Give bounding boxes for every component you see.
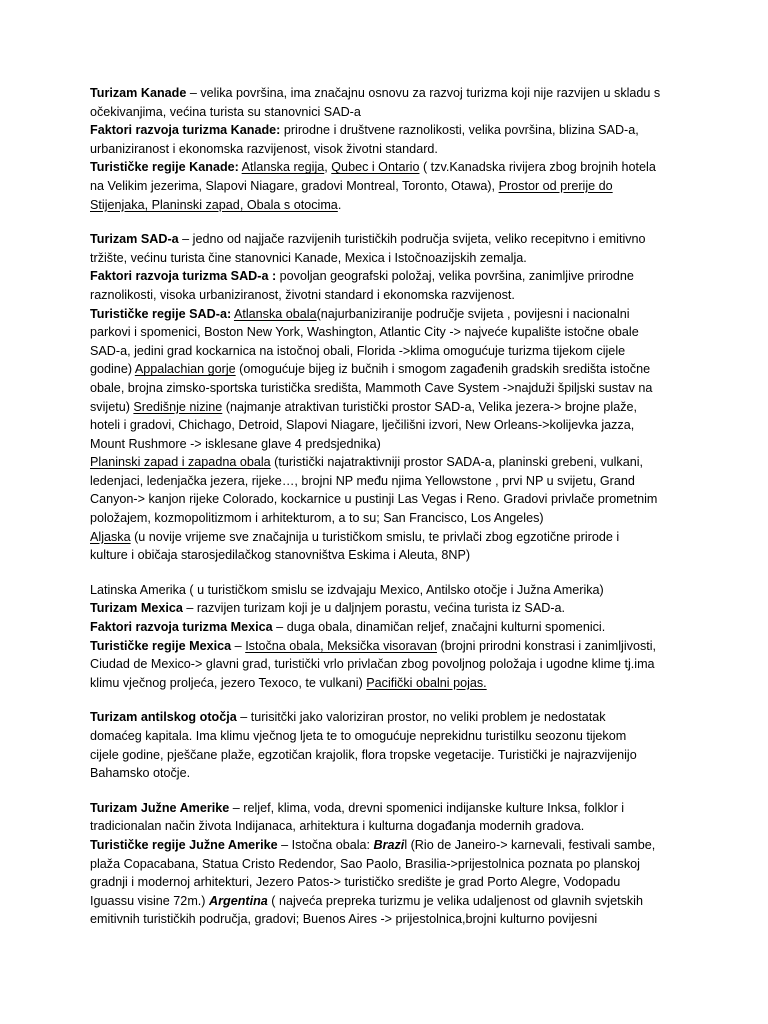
underlined-term: Središnje nizine xyxy=(133,399,223,414)
text-run: tradicionalan način života Indijanaca, arhitektura i kulturna događanja modernih gradova. xyxy=(90,819,585,834)
text-run: plaža Copacabana, Statua Cristo Redendor, Sao Paolo, Brasilia->prijestolnica poznata po planskoj xyxy=(90,856,640,871)
text-line xyxy=(90,764,682,783)
text-line xyxy=(90,230,682,249)
text-run: Latinska Amerika ( u turističkom smislu se izdvajaju Mexico, Antilsko otočje i Južna Amerika) xyxy=(90,582,604,597)
text-run: – jedno od najjače razvijenih turističkih područja svijeta, veliko recepitvno i emitivno xyxy=(178,232,646,247)
text-line xyxy=(90,196,682,215)
underlined-term: Qubec i Ontario xyxy=(331,160,420,175)
text-run: – Istočna obala: xyxy=(277,837,374,852)
text-run: tržište, većinu turista čine stanovnici Kanade, Mexica i Istočnoazijskih zemalja. xyxy=(90,250,527,265)
text-line xyxy=(90,323,682,342)
text-line xyxy=(90,398,682,417)
paragraph xyxy=(90,84,682,214)
text-line xyxy=(90,267,682,286)
text-line xyxy=(90,453,682,472)
bold-heading-text: Turizam Kanade xyxy=(90,86,187,100)
underlined-term: Stijenjaka, Planinski zapad, Obala s otocima xyxy=(90,197,338,212)
text-run: (omogućuje bijeg iz bučnih i smogom zagađenih gradskih središta istočne xyxy=(235,362,651,377)
bold-heading-text: Faktori razvoja turizma Mexica xyxy=(90,620,273,635)
text-run: , xyxy=(324,160,332,175)
text-line xyxy=(90,817,682,836)
bold-heading-text: Turizam SAD-a xyxy=(90,232,179,247)
text-line xyxy=(90,674,682,693)
text-line xyxy=(90,873,682,892)
text-run: Mount Rushmore -> isklesane glave 4 predsjednika) xyxy=(90,436,381,451)
text-line xyxy=(90,286,682,305)
text-line xyxy=(90,416,682,435)
text-line xyxy=(90,121,682,140)
underlined-term: Prostor od prerije do xyxy=(498,178,613,193)
text-run: Canyon-> kanjon rijeke Colorado, kockarnice u pustinji Las Vegas i Reno. Gradovi privlače prometnim xyxy=(90,492,658,507)
text-line xyxy=(90,910,682,929)
text-run: Bahamsko otočje. xyxy=(90,766,191,781)
text-run: hoteli i gradovi, Chichago, Detroid, Slapovi Niagare, lječilišni izvori, New Orleans->kolijevka jazza, xyxy=(90,418,635,433)
text-line xyxy=(90,855,682,874)
text-run: – reljef, klima, voda, drevni spomenici indijanske kulture Inksa, folklor i xyxy=(229,800,625,815)
text-run: (najmanje atraktivan turistički prostor SAD-a, Velika jezera-> brojne plaže, xyxy=(222,399,638,414)
paragraph xyxy=(90,708,682,782)
text-line xyxy=(90,360,682,379)
bold-heading-text: Faktori razvoja turizma Kanade: xyxy=(90,123,281,138)
bold-heading-text: Turizam antilskog otočja xyxy=(90,710,237,725)
text-run: cijele godine, pješčane plaže, egzotičan krajolik, flora tropske vegetacije. Turistički je najrazvijenijo xyxy=(90,747,637,762)
text-run: urbaniziranost i ekonomska razvijenost, visok životni standard. xyxy=(90,141,438,156)
text-line xyxy=(90,618,682,637)
text-run: očekivanjima, većina turista su stanovnici SAD-a xyxy=(90,104,361,119)
bold-heading-text: Turizam Južne Amerike xyxy=(90,800,230,815)
text-line xyxy=(90,305,682,324)
text-run: Iguassu visine 72m.) xyxy=(90,893,209,908)
text-line xyxy=(90,655,682,674)
paragraph xyxy=(90,799,682,929)
text-run: – xyxy=(231,638,246,653)
text-run: obale, brojna zimsko-sportska turistička središta, Mammoth Cave System ->najduži špiljski sustav na xyxy=(90,380,653,395)
bold-heading-text: Turističke regije SAD-a: xyxy=(90,306,232,321)
text-run: (turistički najatraktivniji prostor SADA-a, planinski grebeni, vulkani, xyxy=(270,455,644,470)
text-line xyxy=(90,528,682,547)
text-run: svijetu) xyxy=(90,399,134,414)
text-run: klimu vječnog proljeća, jezero Texoco, te vulkani) xyxy=(90,675,367,690)
text-line xyxy=(90,177,682,196)
text-run: domaćeg kapitala. Ima klimu vječnog ljeta te to omogućuje neprekidnu turistilku seozonu tijekom xyxy=(90,729,627,743)
bold-heading-text: Turističke regije Mexica xyxy=(90,638,232,653)
text-run: povoljan geografski položaj, velika površina, zanimljive prirodne xyxy=(276,269,634,284)
text-run: na Velikim jezerima, Slapovi Niagare, gradovi Montreal, Toronto, Otawa), xyxy=(90,178,499,193)
text-line xyxy=(90,84,682,103)
text-line xyxy=(90,472,682,491)
text-run: ( najveća prepreka turizmu je velika udaljenost od glavnih svjetskih xyxy=(267,893,643,908)
text-run: kulture i običaja starosjedilačkog stanovništva Eskima i Aleuta, 8NP) xyxy=(90,548,471,563)
text-line xyxy=(90,490,682,509)
text-line xyxy=(90,249,682,268)
text-run: (najurbaniziranije područje svijeta , povijesni i nacionalni xyxy=(316,306,630,321)
text-run: položajem, kozmopolitizmom i arhitekturom, a to su; San Francisco, Los Angeles) xyxy=(90,511,544,526)
underlined-term: Appalachian gorje xyxy=(134,362,236,377)
underlined-term: Atlanska regija xyxy=(241,160,325,175)
bold-heading-text: Faktori razvoja turizma SAD-a : xyxy=(90,269,277,284)
text-run: Ciudad de Mexico-> glavni grad, turistički vrlo privlačan zbog povoljnog položaja i ugodne klime tj.ima xyxy=(90,657,655,672)
text-line xyxy=(90,103,682,122)
text-line xyxy=(90,435,682,454)
bold-heading-text: Argentina xyxy=(209,893,268,908)
text-line xyxy=(90,342,682,361)
text-run: (brojni prirodni konstrasi i zanimljivosti, xyxy=(436,638,657,653)
text-line xyxy=(90,599,682,618)
text-run: l (Rio de Janeiro-> karnevali, festivali sambe, xyxy=(404,837,656,852)
paragraph xyxy=(90,230,682,565)
text-run: emitivnih turističkih područja, gradovi; Buenos Aires -> prijestolnica,brojni kulturno povijesni xyxy=(90,912,598,927)
paragraph xyxy=(90,581,682,693)
bold-heading-text: Turizam Mexica xyxy=(90,601,183,616)
underlined-term: Istočna obala, Meksička visoravan xyxy=(245,638,437,653)
text-run: gradnji i modernoj arhitekturi, Jezero Patos-> turističko središte je grad Porto Alegre, Vodopadu xyxy=(90,875,621,890)
text-line xyxy=(90,708,682,727)
text-line xyxy=(90,509,682,528)
underlined-term: Aljaska xyxy=(90,529,131,544)
text-run: raznolikosti, visoka urbaniziranost, životni standard i ekonomska razvijenost. xyxy=(90,287,515,302)
text-run: . xyxy=(337,197,342,212)
text-line xyxy=(90,727,682,746)
text-run: – duga obala, dinamičan reljef, značajni kulturni spomenici. xyxy=(272,620,606,635)
text-run: – razvijen turizam koji je u daljnjem porastu, većina turista iz SAD-a. xyxy=(182,601,566,616)
text-run: ledenjaci, ledenjačka jezera, rijeke…, brojni NP među njima Yellowstone , prvi NP u svijetu, Grand xyxy=(90,473,635,488)
text-line xyxy=(90,637,682,656)
bold-heading-text: Turističke regije Južne Amerike xyxy=(90,837,278,852)
underlined-term: Pacifički obalni pojas. xyxy=(366,675,487,690)
bold-heading-text: Turističke regije Kanade: xyxy=(90,160,239,175)
text-run: prirodne i društvene raznolikosti, velika površina, blizina SAD-a, xyxy=(280,123,639,138)
text-run: SAD-a, jedini grad kockarnica na istočnoj obali, Florida ->klima omogućuje turizma tijekom cijele xyxy=(90,343,626,358)
text-run: – velika površina, ima značajnu osnovu za razvoj turizma koji nije razvijen u skladu s xyxy=(186,86,661,100)
text-line xyxy=(90,746,682,765)
text-line xyxy=(90,158,682,177)
text-run: parkovi i spomenici, Boston New York, Washington, Atlantic City -> najveće kupalište istočne obale xyxy=(90,325,639,340)
underlined-term: Planinski zapad i zapadna obala xyxy=(90,455,271,470)
text-line xyxy=(90,546,682,565)
text-line xyxy=(90,140,682,159)
text-line xyxy=(90,799,682,818)
text-line xyxy=(90,379,682,398)
text-run: (u novije vrijeme sve značajnija u turističkom smislu, te privlači zbog egzotične prirode i xyxy=(130,529,620,544)
text-line xyxy=(90,836,682,855)
bold-heading-text: Brazi xyxy=(373,837,405,852)
text-run: – turisitčki jako valoriziran prostor, no veliki problem je nedostatak xyxy=(236,710,606,725)
document-body xyxy=(90,84,682,929)
text-line xyxy=(90,581,682,600)
text-line xyxy=(90,892,682,911)
text-run: ( tzv.Kanadska rivijera zbog brojnih hotela xyxy=(419,160,656,175)
text-run: godine) xyxy=(90,362,135,377)
underlined-term: Atlanska obala xyxy=(233,306,317,321)
